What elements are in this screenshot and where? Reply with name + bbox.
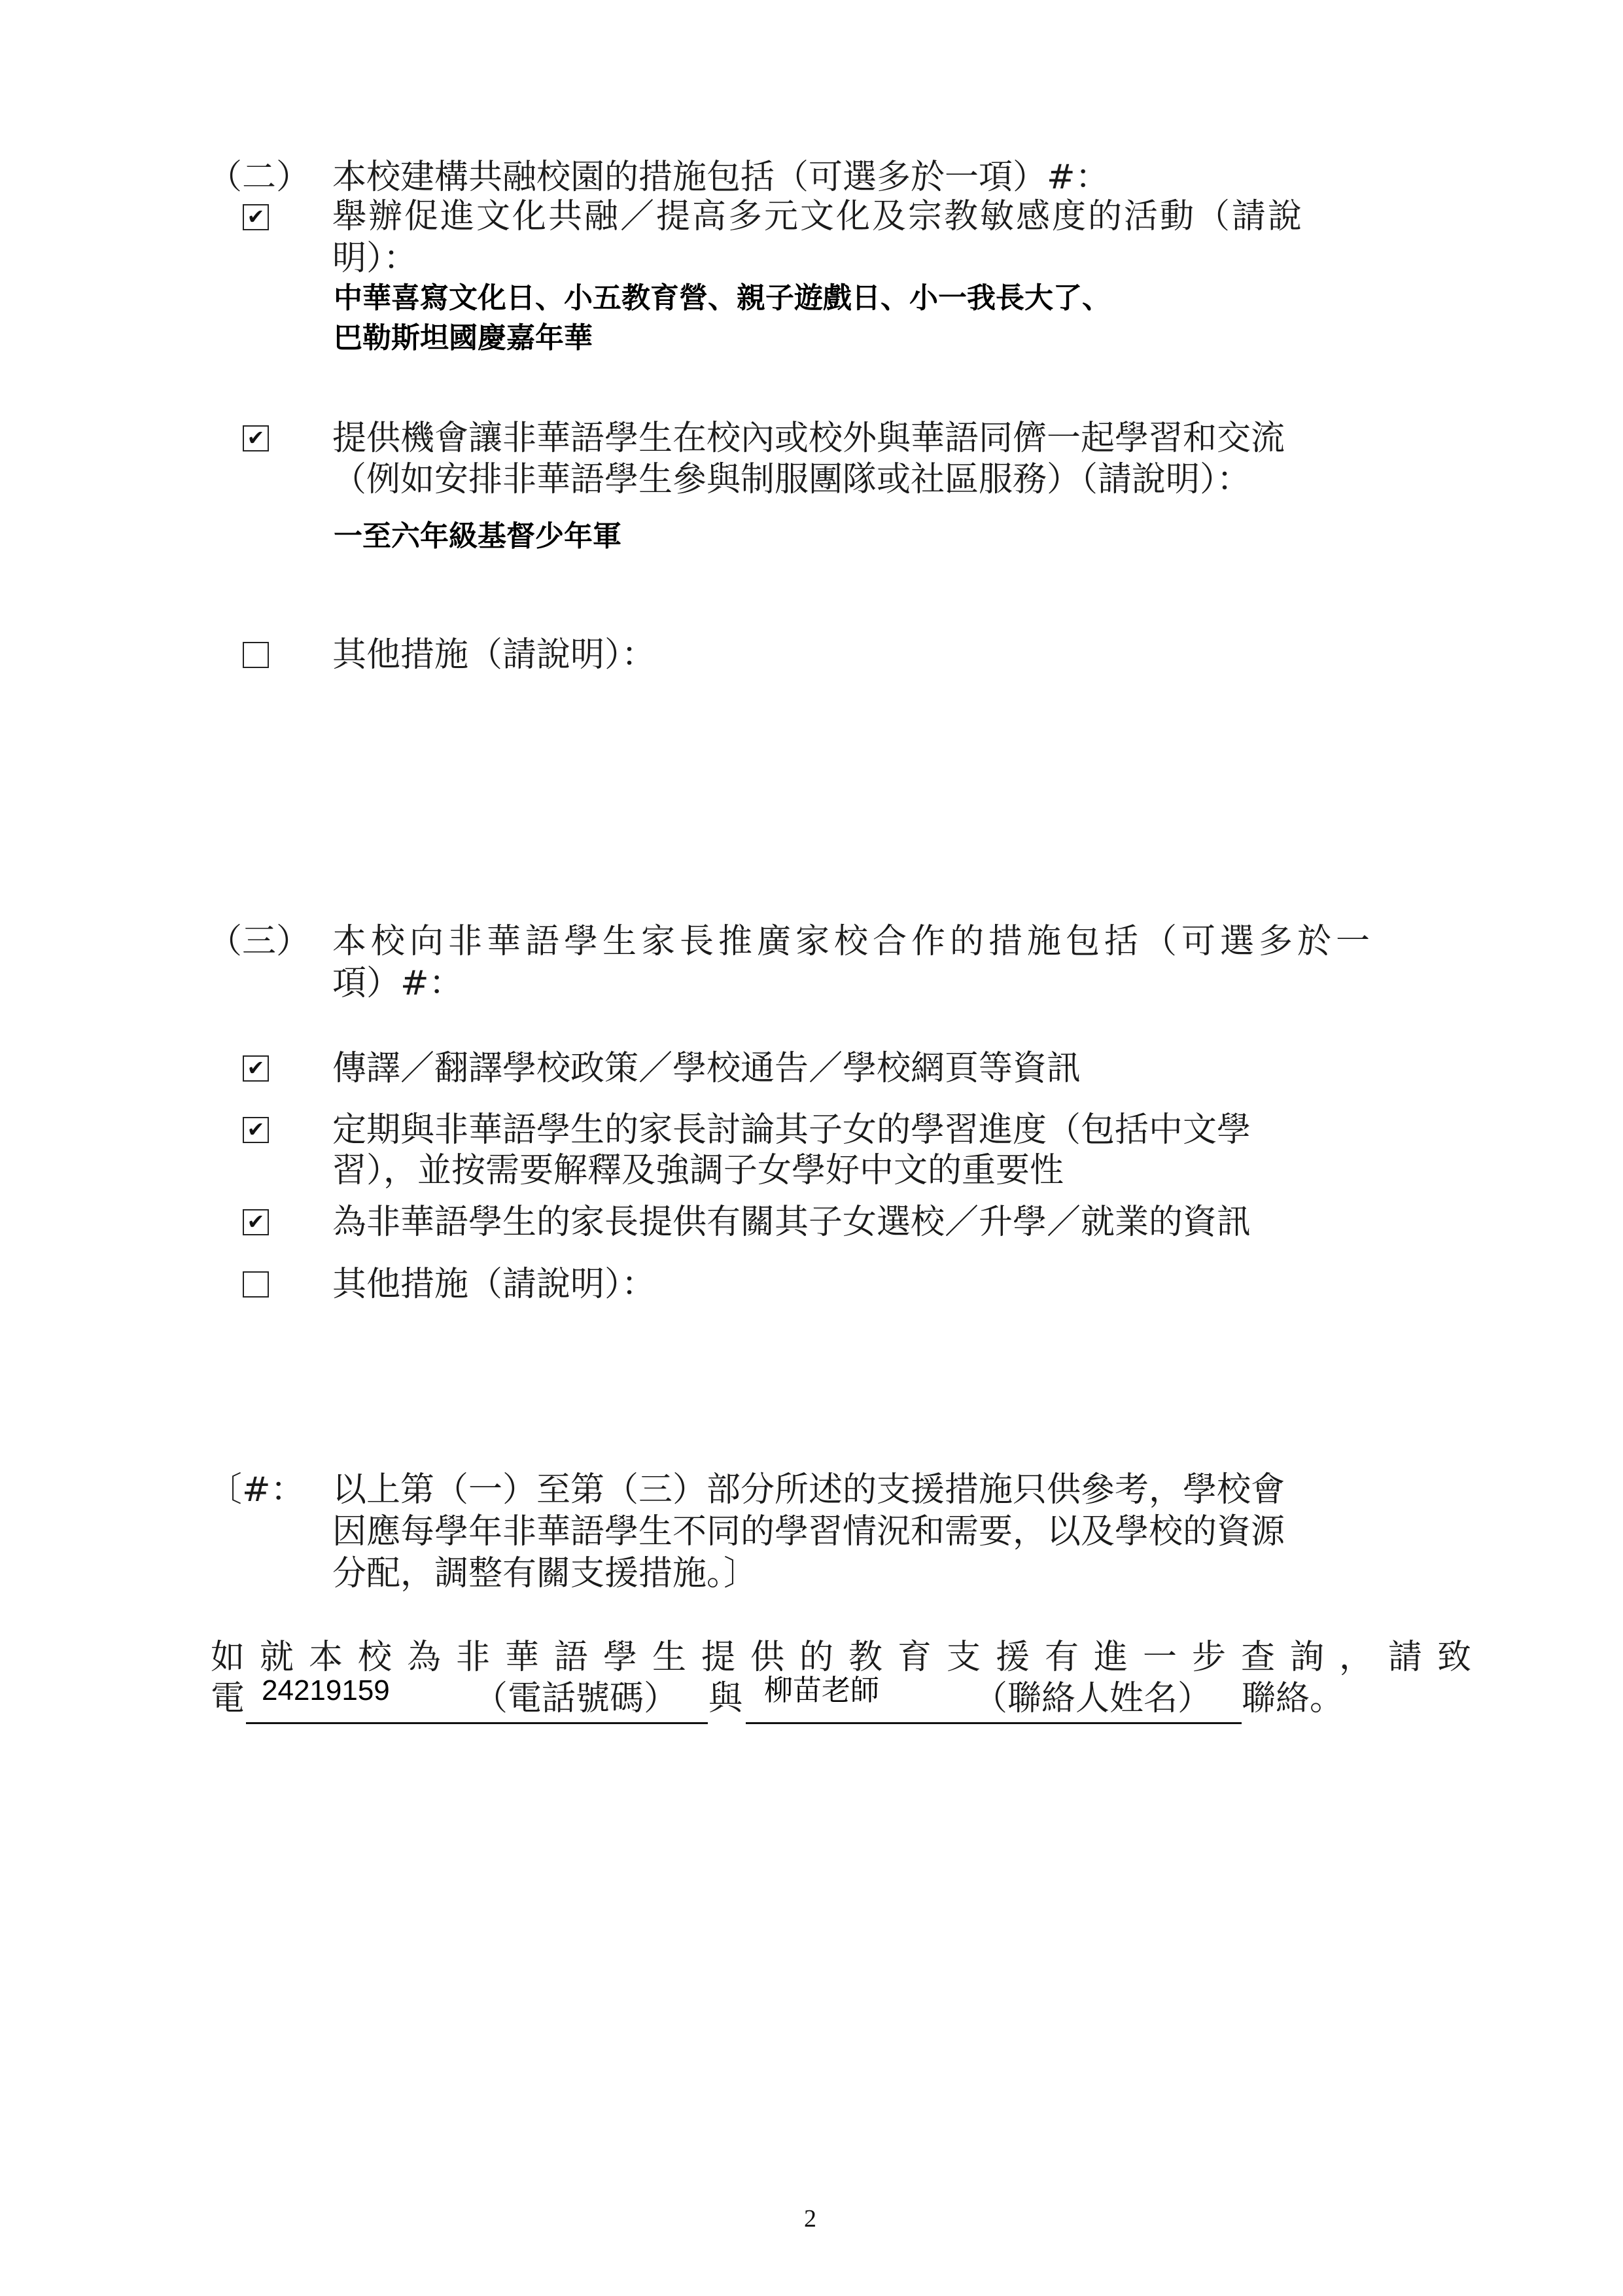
contact-prefix: 電: [211, 1679, 245, 1718]
section-3-item-4-checkbox[interactable]: [243, 1271, 269, 1298]
contact-line-1: 如就本校為非華語學生提供的教育支援有進一步查詢，請致: [211, 1638, 1487, 1677]
section-2-item-2-line-2: （例如安排非華語學生參與制服團隊或社區服務）（請說明）：: [332, 460, 1251, 499]
section-3-number: （三）: [208, 922, 311, 961]
section-2-item-2-answer-line-1: 一至六年級基督少年軍: [334, 520, 621, 553]
contact-phone-value[interactable]: 24219159: [262, 1674, 390, 1706]
contact-phone-label: （電話號碼）: [474, 1679, 678, 1718]
note-line-2: 因應每學年非華語學生不同的學習情況和需要，以及學校的資源: [332, 1512, 1285, 1551]
section-2-item-1-line-1: 舉辦促進文化共融／提高多元文化及宗教敏感度的活動（請說: [332, 197, 1304, 236]
section-3-item-1-checkbox[interactable]: ✔: [243, 1055, 269, 1082]
note-line-3: 分配，調整有關支援措施。〕: [332, 1554, 758, 1593]
section-3-item-2-checkbox[interactable]: ✔: [243, 1117, 269, 1143]
contact-person-underline: [746, 1722, 1242, 1724]
section-2-title: 本校建構共融校園的措施包括（可選多於一項）#：: [332, 158, 1109, 197]
section-2-number: （二）: [208, 158, 311, 197]
section-3-item-2-line-2: 習），並按需要解釋及強調子女學好中文的重要性: [332, 1151, 1064, 1190]
section-3-title-line-2: 項）#：: [332, 964, 463, 1003]
contact-conjunction: 與: [708, 1679, 743, 1718]
page-number: 2: [804, 2205, 816, 2233]
section-2-item-1-checkbox[interactable]: ✔: [243, 204, 269, 230]
section-2-item-3-line-1: 其他措施（請說明）：: [332, 635, 656, 675]
contact-suffix: 聯絡。: [1242, 1679, 1344, 1718]
section-3-item-3-checkbox[interactable]: ✔: [243, 1209, 269, 1235]
section-2-item-2-line-1: 提供機會讓非華語學生在校內或校外與華語同儕一起學習和交流: [332, 419, 1285, 458]
section-2-item-1-answer-line-2: 巴勒斯坦國慶嘉年華: [334, 321, 593, 355]
contact-phone-underline: [246, 1722, 708, 1724]
section-3-title-line-1: 本校向非華語學生家長推廣家校合作的措施包括（可選多於一: [332, 922, 1375, 961]
section-2-item-3-checkbox[interactable]: [243, 642, 269, 668]
section-3-item-4-line-1: 其他措施（請說明）：: [332, 1265, 656, 1304]
contact-person-value[interactable]: 柳苗老師: [764, 1674, 879, 1706]
section-2-item-1-line-2: 明）：: [332, 239, 418, 278]
note-line-1: 以上第（一）至第（三）部分所述的支援措施只供參考，學校會: [332, 1470, 1285, 1510]
section-2-item-1-answer-line-1: 中華喜寫文化日、小五教育營、親子遊戲日、小一我長大了、: [334, 281, 1111, 315]
section-3-item-2-line-1: 定期與非華語學生的家長討論其子女的學習進度（包括中文學: [332, 1110, 1251, 1150]
section-3-item-3-line-1: 為非華語學生的家長提供有關其子女選校／升學／就業的資訊: [332, 1203, 1251, 1242]
section-3-item-1-line-1: 傳譯／翻譯學校政策／學校通告／學校網頁等資訊: [332, 1049, 1081, 1088]
contact-person-label: （聯絡人姓名）: [973, 1679, 1212, 1718]
section-2-item-2-checkbox[interactable]: ✔: [243, 425, 269, 451]
note-marker: 〔#：: [208, 1470, 305, 1510]
